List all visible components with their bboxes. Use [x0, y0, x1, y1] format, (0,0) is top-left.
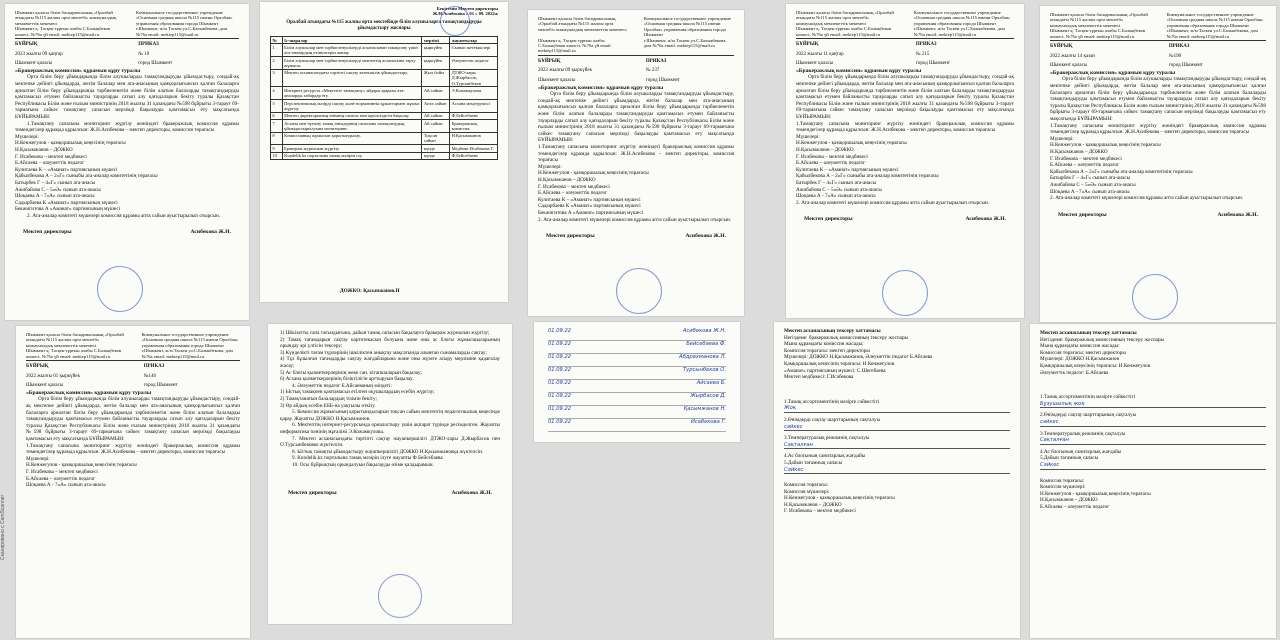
members-label: Мүшелері:: [538, 163, 562, 170]
members-label: Мүшелері:: [26, 455, 50, 462]
order-label-kz: БҰЙРЫҚ: [538, 58, 561, 64]
letterhead: [1050, 12, 1266, 28]
director-signature-block: [23, 229, 231, 236]
city-ru: город Шымкент: [143, 383, 178, 389]
handwritten-answer: сәйкес: [784, 424, 1010, 432]
cell-resp: Медбике Исабекова Г.: [450, 145, 498, 152]
signature-name: Абдрахманова Л.: [679, 354, 726, 360]
order-number: №190: [1168, 53, 1182, 59]
order-label-kz: БҰЙРЫҚ: [1050, 44, 1073, 50]
member-item: Г. Исабекова – мектеп медбикесі: [538, 183, 610, 190]
city-ru: город Шымкент: [138, 61, 173, 67]
continuation-line: 4) Тұз бұзылған тағамдарды сақтау жағдайларына және оны жүзеге асыру мерзіміне қадағалау жасау;: [280, 356, 500, 369]
cell-resp: Әлеуметтік педагог: [450, 56, 498, 69]
letterhead: [796, 10, 1014, 26]
cell-event: Білім алушылар мен тәрбиеленушілерді мектептің асханасына тарту жұмысы.: [282, 56, 422, 69]
document-page-order-190: [1040, 6, 1276, 322]
director-signature-block: [546, 233, 726, 240]
cell-num: 4: [271, 87, 283, 100]
member-item: Садырбаева К «Аманат» партиясының мүшесі: [538, 203, 641, 210]
cell-num: 3: [271, 69, 283, 87]
signature-date: 01.09.22: [548, 393, 572, 399]
cell-time: күнде: [422, 152, 450, 159]
member-item: Қабылбекова А – 2«Г» сыныбы ата-аналар комитетінің төрағасы: [796, 173, 939, 180]
continuation-line: 6) Асхана қызметкерлерінің біліктілігін арттыруын бақылау.: [280, 376, 414, 383]
member-item: Шоқаева А - 7«А» сынып ата-анасы: [1050, 188, 1130, 195]
order-title: «Бракеражлық комиссия» құрамын құру туралы: [538, 84, 664, 91]
handwritten-answer: Сақталған: [1040, 437, 1266, 445]
cell-time: қыркүйек: [422, 56, 450, 69]
director-name: Асибекова Ж.Н.: [1217, 211, 1258, 218]
cell-num: 8: [271, 132, 283, 145]
table-row: [271, 119, 498, 132]
member-item: Бекжигитова А «Аманат» партиясының мүшесі: [15, 206, 121, 213]
member-item: Б.Айсаева – әлеуметтік педагог: [1040, 503, 1110, 510]
order-title: «Бракеражлық комиссия» құрамын құру туралы: [15, 67, 141, 74]
member-item: Б.Айсаева – әлеуметтік педагог: [796, 160, 866, 167]
order-label-ru: ПРИКАЗ: [1168, 44, 1190, 50]
protocol-line: Қамқоршылық кеңесінің төрағасы: Н.Кенжеғулов: [1040, 362, 1151, 369]
signature-name: Исабекова Г.: [690, 419, 726, 425]
col-event: Іс-шаралар: [282, 37, 422, 44]
letterhead-kz: Шымкент қаласы білім басқармасының «Оралбай атындағы №115 жалпы орта мектебі» коммуналдық мемлекеттік мекемесі: [796, 10, 894, 26]
signature-date: 01.09.22: [548, 406, 572, 412]
address-ru: г.Шымкент, ж/м Таскен ул.С.Балыкбекова, дом №76а email: mektep115@mail.ru: [1166, 28, 1258, 39]
member-item: Н.Қасымжанов – ДОЖКО: [1050, 148, 1108, 155]
address-kz: Шымкент қ. Тасқен тұрғын алабы С.Балықбеков көшесі, №76а үй email: mektep115@mail.ru: [15, 26, 111, 37]
member-item: Н.Кенжеғулов - қамқоршылық кеңесінің төрағасы: [796, 140, 907, 147]
document-page-catering-plan: [260, 2, 508, 302]
continuation-line: 7. Мектеп асханасындағы тәртіпті сақтау жауапкершілігі ДТЖО-лары Д.Жырбасов пен О.Турсынбековке жүктелсін.: [280, 435, 500, 449]
order-label-kz: БҰЙРЫҚ: [26, 364, 49, 370]
order-label-ru: ПРИКАЗ: [645, 58, 667, 64]
order-continuation-list: [280, 330, 500, 468]
signature-name: Асибекова Ж.Н.: [682, 328, 726, 334]
member-item: Н.Кенжеғулов - қамқоршылық кеңесінің төрағасы: [538, 170, 649, 177]
city-ru: город Шымкент: [1168, 63, 1203, 69]
director-label: Мектеп директоры: [23, 229, 72, 236]
city-kz: Шымкент қаласы: [538, 78, 576, 84]
order-clause-2: 2. Ата-аналар комитеті мүшелері комиссия құрамы апта сайын ауыстырылып отырсын.: [27, 212, 221, 219]
member-item: Н.Қасымжанов – ДОЖКО: [796, 146, 854, 153]
cell-time: күнде: [422, 145, 450, 152]
member-item: Ажибайова С – 5«Ә» сынып ата-анасы: [15, 186, 101, 193]
signature-name: Бейсебаева Ф.: [686, 341, 726, 347]
letterhead-kz: Шымкент қаласы білім басқармасының «Оралбай атындағы №115 жалпы орта мектебі» коммуналдық мемлекеттік мекемесі: [26, 332, 124, 348]
address-ru: г.Шымкент, ж/м Таскен ул.С.Балыкбекова, дом №76а email: mektep115@mail.ru: [141, 348, 233, 359]
continuation-line: 1) Шікізатты сапа тағыздығына, дайын тамақ сапасын бақылауға бракераж журналын жүргізу;: [280, 330, 490, 336]
order-clause-2: 2. Ата-аналар комитеті мүшелері комиссия құрамы апта сайын ауыстырылып отырсын.: [538, 216, 732, 223]
member-item: Н.Кенжеғулов - қамқоршылық кеңесінің төрағасы: [15, 140, 126, 147]
letterhead: [15, 10, 239, 26]
cell-num: 5: [271, 99, 283, 112]
col-time: мерзімі: [422, 37, 450, 44]
cell-resp: Ф.Бейсебаева: [450, 152, 498, 159]
cell-resp: Сынып жетекшілері: [450, 44, 498, 57]
director-name: Асибекова Ж.Н.: [965, 216, 1006, 223]
city-kz: Шымкент қаласы: [1050, 63, 1088, 69]
plan-footer-signature: ДОЖКО: Қасымжанов.Н: [340, 288, 400, 294]
members-label: Мүшелері:: [1050, 135, 1074, 142]
table-row: [271, 132, 498, 145]
protocol-line: 1.Тамақ ассортиментінің мәзірге сәйкестігі: [1040, 394, 1136, 401]
protocol-line: 3.Температуралық режимнің сақталуы: [784, 435, 870, 442]
signature-date: 01.09.22: [548, 380, 572, 386]
signature-date: 01.09.22: [548, 367, 572, 373]
handwritten-answer: Сақталған: [784, 442, 1010, 450]
plan-table-header: [271, 37, 498, 44]
member-item: Шоқаева А - 7«А» сынып ата-анасы: [796, 193, 876, 200]
cell-num: 6: [271, 112, 283, 119]
member-item: Н.Кенжеғулов - қамқоршылық кеңесінің төрағасы: [1050, 142, 1161, 149]
order-title: «Бракеражлық комиссия» құрамын құру туралы: [26, 389, 152, 396]
document-page-order-146: [16, 326, 250, 638]
member-item: Б.Айсаева – әлеуметтік педагог: [26, 475, 96, 482]
protocol-line: Мүшелері: ДОЖКО Н.Қасымжанов: [1040, 356, 1119, 363]
continuation-line: 8. Ыстық тамақты ұйымдастыру жауапкершілігі ДОЖКО Н.Қасымжановқа жүктелсін.: [292, 448, 484, 455]
signature-name: Жырбасов Д.: [690, 393, 726, 399]
letterhead-ru: Коммунальное государственное учреждение «Основная средняя школа №115 имени Оралбая» управления образования города Шымкент: [1166, 12, 1264, 28]
member-item: Кулитаева К – «Аманат» партиясының мүшесі: [796, 166, 899, 173]
handwritten-answer: Сәйкес: [784, 467, 1010, 475]
protocol-line: Негіздеме: бракеражлық комиссияның тексеру жоспары: [1040, 336, 1165, 343]
protocol-line: Әлеуметтік педагог: Б.Айсаева: [1040, 369, 1109, 376]
signature-name: Қасымжанов Н.: [683, 406, 726, 412]
continuation-line: 5. Комиссия жұмысының қорытындыларын тоқсан сайын мектептің педагогикалық кеңесінде қарау. Жауапты ДОЖКО Н.Қасымжанов.: [280, 409, 500, 422]
member-item: Г. Исабекова – мектеп медбикесі: [784, 508, 856, 515]
letterhead-ru: Коммунальное государственное учреждение «Основная средняя школа №115 имени Оралбая» управления образования города Шымкент: [913, 10, 1011, 26]
order-date: 2023 жылғы 09 қаңтар: [15, 51, 63, 57]
order-clause-1: 1.Тамақтану сапасына мониторинг жүргізу жөніндегі бракеражлық комиссия құрамы төмендегілер құрамда құрылсын: Ж.Н.Асибекова – мектеп директоры, комиссия төрағасы: [26, 442, 240, 456]
member-item: Н.Кенжеғулов - қамқоршылық кеңесінің төрағасы: [1040, 490, 1151, 497]
member-item: Қабылбекова А – 2«Г» сыныбы ата-аналар комитетінің төрағасы: [1050, 168, 1193, 175]
member-item: Г. Исабекова – мектеп медбикесі: [1050, 155, 1122, 162]
signature-row: [548, 380, 726, 393]
order-clause-2: 2. Ата-аналар комитеті мүшелері комиссия құрамы апта сайын ауыстырылып отырсын.: [1050, 195, 1244, 202]
round-stamp: [97, 266, 143, 312]
protocol-line: Мына құрамдағы комиссия жасады:: [784, 341, 864, 348]
director-label: Мектеп директоры: [546, 233, 595, 240]
director-label: Мектеп директоры: [1058, 211, 1107, 218]
continuation-line: 2) Тамақтанатын балалардың тізімін бекіту;: [280, 395, 377, 402]
cell-time: Ай сайын: [422, 112, 450, 119]
address-kz: Шымкент қ. Тасқен тұрғын алабы С.Балықбеков көшесі, №76а үй email: mektep115@mail.ru: [26, 348, 122, 359]
letterhead-kz: Шымкент қаласы білім басқармасының «Оралбай атындағы №115 жалпы орта мектебі» коммуналдық мемлекеттік мекемесі: [538, 16, 627, 32]
member-item: Ажибайова С – 5«Ә» сынып ата-анасы: [1050, 181, 1136, 188]
address-ru: г.Шымкент, ж/м Таскен ул.С.Балыкбекова, дом №76а email: mektep115@mail.ru: [643, 37, 727, 49]
signature-date: 01.09.22: [548, 328, 572, 334]
cell-resp: Асхана меңгерушісі: [450, 99, 498, 112]
handwritten-answer: Жоқ: [784, 405, 1010, 413]
continuation-line: 5) Ас блогы қызметкерлерінің жеке сан. кітапшаларын бақылау;: [280, 369, 422, 376]
member-item: Батырбек Г – 4«Г» сынып ата-анасы: [1050, 175, 1131, 182]
letterhead: [26, 332, 240, 348]
signature-date: 01.09.22: [548, 419, 572, 425]
cell-num: 10: [271, 152, 283, 159]
signature-date: 01.09.22: [548, 354, 572, 360]
city-kz: Шымкент қаласы: [796, 61, 834, 67]
signature-row: [548, 406, 726, 419]
protocol-line: Комиссия төрағасы: мектеп директоры: [1040, 349, 1126, 356]
order-clause-1: 1.Тамақтану сапасына мониторинг жүргізу жөніндегі бракеражлық комиссия құрамы төмендегілер құрамда құрылсын: Ж.Н.Асибекова – мектеп директоры, комиссия төрағасы: [1050, 122, 1266, 136]
address-ru: г.Шымкент, ж/м Таскен ул.С.Балыкбекова, дом №76а email: mektep115@mail.ru: [135, 26, 228, 37]
order-label-kz: БҰЙРЫҚ: [796, 42, 819, 48]
signature-row: [548, 341, 726, 354]
signature-row: [548, 419, 726, 432]
order-date: 2022 жылғы 11 қаңтар: [796, 51, 844, 57]
signature-row: [548, 393, 726, 406]
round-stamp: [378, 574, 422, 618]
table-row: [271, 56, 498, 69]
order-number: № 237: [645, 68, 660, 74]
round-stamp: [440, 6, 470, 36]
table-row: [271, 69, 498, 87]
member-item: Қабылбекова А – 2«Г» сыныбы ата-аналар комитетінің төрағасы: [15, 173, 158, 180]
cell-num: 2: [271, 56, 283, 69]
member-item: Н.Қасымжанов – ДОЖКО: [15, 146, 73, 153]
col-resp: жауаптылар: [450, 37, 498, 44]
member-item: Г. Исабекова – мектеп медбикесі: [796, 153, 868, 160]
member-item: Шоқаева А - 7«А» сынып ата-анасы: [15, 193, 95, 200]
members-label: Мүшелері:: [796, 133, 820, 140]
continuation-line: 4. Әлеуметтік педагог Б.Айсаеваның міндеті:: [292, 382, 392, 389]
signature-date: 01.09.22: [548, 341, 572, 347]
cell-num: 7: [271, 119, 283, 132]
member-item: Н.Қасымжанов – ДОЖКО: [538, 176, 596, 183]
document-page-order-215: [786, 4, 1024, 318]
city-kz: Шымкент қаласы: [15, 61, 53, 67]
cell-resp: Э.Кожамкулова: [450, 87, 498, 100]
chair-signature-label: Комиссия төрағасы:: [1040, 477, 1085, 484]
letterhead-kz: Шымкент қаласы білім басқармасының «Оралбай атындағы №115 жалпы орта мектебі» коммуналдық мемлекеттік мекемесі: [1050, 12, 1148, 28]
member-item: Садырбаева К «Аманат» партиясының мүшесі: [15, 199, 118, 206]
members-label: Мүшелері:: [15, 133, 39, 140]
cell-time: Жыл бойы: [422, 69, 450, 87]
order-preamble: Орта білім беру ұйымдарында білім алушыларды тамақтандыруды ұйымдастыру, сондай-ақ мектепке дейінгі ұйымдарда, жетім балалар мен ата-анасының қамқорлығынсыз қалған балаларға арналған білім беру ұйымдарында тәрбиеленетін және білім алатын балаларды тамақтандыруды қамтамасыз етумен байланысты тауарларды сатып алу қағидаларын бекіту туралы Қазақстан Республикасы Білім және ғылым министрінің 2018 жылғы 31 қазандағы №598 бұйрығы 3-тарауғ 69-тармағына сәйкес тамақтану сапасын мерзімді бақылауды қамтамасыз ету мақсатында БҰЙЫРАМЫН:: [538, 91, 734, 144]
protocol-line: Қамқоршылық кеңесінің төрағасы: Н.Кенжеғулов: [784, 360, 895, 367]
cell-time: Ай сайын: [422, 87, 450, 100]
cell-resp: ДТЖО-лары Д.Жырбасов, О.Турсынбеков: [450, 69, 498, 87]
cell-event: Интернет ресурста «Мектепте тамақтану» айдары арқылы ата-аналарды хабардар ету.: [282, 87, 422, 100]
table-row: [271, 44, 498, 57]
order-preamble: Орта білім беру ұйымдарында білім алушыларды тамақтандыруды ұйымдастыру, сондай-ақ мектепке дейінгі ұйымдарда, жетім балалар мен ата-анасының қамқорлығынсыз қалған балаларға арналған білім беру ұйымдарында тәрбиеленетін және білім алатын балаларды тамақтандыруды қамтамасыз етумен байланысты тауарларды сатып алу қағидаларын бекіту туралы Қазақстан Республикасы Білім және ғылым министрінің 2018 жылғы 31 қазандағы №598 бұйрығы 3-тарауғ 69-тармағына сәйкес тамақтану сапасын мерзімді бақылауды қамтамасыз ету мақсатында БҰЙЫРАМЫН:: [796, 74, 1014, 120]
protocol-title: Мектеп асханасының тексеру хаттамасы: [1040, 330, 1137, 336]
order-preamble: Орта білім беру ұйымдарында білім алушыларды тамақтандыруды ұйымдастыру, сондай-ақ мектепке дейінгі ұйымдарда, жетім балалар мен ата-анасының қамқорлығынсыз қалған балаларға арналған білім беру ұйымдарында тәрбиеленетін және білім алатын балаларды тамақтандыруды қамтамасыз етумен байланысты тауарларды сатып алу қағидаларын бекіту туралы Қазақстан Республикасы Білім және ғылым министрінің 2018 жылғы 31 қазандағы №598 бұйрығы 3-тарауғ 69-тармағына сәйкес тамақтану сапасын мерзімді бақылауды қамтамасыз ету мақсатында БҰЙЫРАМЫН:: [26, 396, 240, 442]
order-clause-2: 2. Ата-аналар комитеті мүшелері комиссия құрамы апта сайын ауыстырылып отырсын.: [796, 199, 990, 206]
members-signature-label: Комиссия мүшелері:: [1040, 484, 1086, 491]
table-row: [271, 99, 498, 112]
member-item: Б.Айсаева – әлеуметтік педагог: [15, 160, 85, 167]
member-item: Батырбек Г – 4«Г» сынып ата-анасы: [15, 179, 96, 186]
cell-event: Kundelik.kz порталына тамақ мәзірін ілу.: [282, 152, 422, 159]
member-item: Н.Қасымжанов – ДОЖКО: [1040, 497, 1098, 504]
letterhead-ru: Коммунальное государственное учреждение «Основная средняя школа №115 имени Оралбая» управления образования города Шымкент: [643, 16, 731, 38]
round-stamp: [1132, 274, 1178, 320]
city-kz: Шымкент қаласы: [26, 383, 64, 389]
cell-num: 9: [271, 145, 283, 152]
order-clause-1: 1.Тамақтану сапасына мониторинг жүргізу жөніндегі бракеражлық комиссия құрамы төмендегілер құрамда құрылсын: Ж.Н.Асибекова – мектеп директоры, комиссия төрағасы: [796, 120, 1014, 134]
member-item: Батырбек Г – 4«Г» сынып ата-анасы: [796, 179, 877, 186]
letterhead-ru: Коммунальное государственное учреждение «Основная средняя школа №115 имени Оралбая» управления образования города Шымкент: [135, 10, 233, 26]
signature-name: Айсаева Б.: [696, 380, 726, 386]
member-item: Шоқаева А - 7«А» сынып ата-анасы: [26, 482, 106, 489]
address-kz: Шымкент қ. Тасқен тұрғын алабы С.Балықбеков көшесі, №76а үй email: mektep115@mail.ru: [796, 26, 892, 37]
protocol-line: 5.Дайын тағамның сапасы: [784, 459, 843, 466]
cell-event: Мектеп асханасындағы тәртіпті сақтау кезекшілік ұйымдастыру.: [282, 69, 422, 87]
order-label-ru: ПРИКАЗ: [143, 364, 165, 370]
order-date: 2022 жылғы 09 қыркүйек: [538, 68, 593, 74]
handwritten-answer: Сәйкес: [1040, 462, 1266, 470]
director-label: Мектеп директоры: [288, 490, 337, 497]
order-number: № 10: [138, 51, 150, 57]
continuation-line: 2) Тамақ тағамдарын сақтау картотекасын болуына және оны ас блогы жұмысшыларының орындау әрі үлгісін тексеру;: [280, 336, 500, 350]
order-date: 2022 жылғы 14 қазан: [1050, 53, 1095, 59]
protocol-line: 4.Ас блогының санитарлық жағдайы: [1040, 448, 1122, 455]
order-title: «Бракеражлық комиссия» құрамын құру туралы: [796, 67, 922, 74]
table-row: [271, 145, 498, 152]
protocol-line: «Аманат» партиясының мүшесі: С.Шегебаева: [784, 367, 886, 374]
signature-row: [548, 367, 726, 380]
member-item: Г. Исабекова – мектеп медбикесі: [26, 468, 98, 475]
protocol-line: 5.Дайын тағамның сапасы: [1040, 455, 1099, 462]
document-page-inspection-protocol-2: [1030, 324, 1276, 638]
continuation-line: 1) Ыстық тамақпен қамтамасыз етілген оқушылардың есебін жүргізу;: [280, 389, 435, 396]
member-item: Н.Кенжеғулов - қамқоршылық кеңесінің төрағасы: [26, 462, 137, 469]
letterhead: [538, 16, 734, 38]
cell-time: Ай сайын: [422, 119, 450, 132]
member-item: Бекжигитова А «Аманат» партиясының мүшесі: [538, 209, 644, 216]
director-name: Асибекова Ж.Н.: [190, 229, 231, 236]
protocol-line: Комиссия төрағасы: мектеп директоры: [784, 347, 870, 354]
protocol-line: 4.Ас блогының санитарлық жағдайы: [784, 453, 866, 460]
cell-time: қыркүйек: [422, 44, 450, 57]
member-item: Г. Исабекова – мектеп медбикесі: [15, 153, 87, 160]
city-ru: город Шымкент: [915, 61, 950, 67]
signature-row: [548, 354, 726, 367]
order-label-ru: ПРИКАЗ: [138, 42, 159, 48]
document-page-order-continuation: [268, 324, 512, 624]
order-label-ru: ПРИКАЗ: [915, 42, 937, 48]
cell-event: Асхана мен тұтыну тамақ өнімдерінің сапасына тамақтанудың ұйымдастырылуына мониторинг.: [282, 119, 422, 132]
order-number: № 215: [915, 51, 930, 57]
document-page-order-237: [528, 10, 744, 316]
order-label-kz: БҰЙРЫҚ: [15, 42, 38, 48]
plan-table: [270, 36, 498, 160]
document-page-inspection-protocol-1: [774, 322, 1020, 638]
signature-row: [548, 328, 726, 341]
order-number: №146: [143, 373, 156, 379]
member-item: Кулитаева К – «Аманат» партиясының мүшесі: [538, 196, 641, 203]
continuation-line: 10. Осы бұйрықтың орындалуын бақылауды өзіме қалдырамын.: [292, 461, 434, 468]
order-preamble: Орта білім беру ұйымдарында білім алушыларды тамақтандыруды ұйымдастыру, сондай-ақ мектепке дейінгі ұйымдарда, жетім балалар мен ата-анасының қамқорлығынсыз қалған балаларға арналған білім беру ұйымдарында тәрбиеленетін және білім алатын балаларды тамақтандыруды қамтамасыз етумен байланысты тауарларды сатып алу қағидаларын бекіту туралы Қазақстан Республикасы Білім және ғылым министрінің 2018 жылғы 31 қазандағы №598 бұйрығы 3-тарауғ 69-тармағына сәйкес тамақтану сапасын мерзімді бақылауды қамтамасыз ету мақсатында БҰЙЫРАМЫН:: [15, 74, 239, 120]
order-preamble: Орта білім беру ұйымдарында білім алушыларды тамақтандыруды ұйымдастыру, сондай-ақ мектепке дейінгі ұйымдарда, жетім балалар мен ата-анасының қамқорлығынсыз қалған балаларға арналған білім беру ұйымдарында тәрбиеленетін және білім алатын балаларды тамақтандыруды қамтамасыз етумен байланысты тауарларды сатып алу қағидаларын бекіту туралы Қазақстан Республикасы Білім және ғылым министрінің 2018 жылғы 31 қазандағы №598 бұйрығы 3-тарауғ 69-тармағына сәйкес тамақтану сапасын мерзімді бақылауды қамтамасыз ету мақсатында БҰЙЫРАМЫН:: [1050, 76, 1266, 122]
order-clause-1: 1.Тамақтану сапасына мониторинг жүргізу жөніндегі бракеражлық комиссия құрамы төмендегілер құрамда құрылсын: Ж.Н.Асибекова – мектеп директоры, комиссия төрағасы: [538, 143, 734, 164]
scanner-watermark: Сканировано с CamScanner: [0, 494, 6, 560]
member-item: Б.Айсаева – әлеуметтік педагог: [1050, 162, 1120, 169]
handwritten-answer: Бұзушылық жоқ: [1040, 401, 1266, 409]
cell-event: Бракераж журналын жүргізу.: [282, 145, 422, 152]
protocol-line: 2.Өнімдерді сақтау шарттарының сақталуы: [1040, 412, 1137, 419]
chair-signature-label: Комиссия төрағасы:: [784, 482, 829, 489]
continuation-line: 6. Мектептің интернет-ресурсында орналастыру үшін ақпарат түрінде ресімделген. Жауапты информатика пәнінің мұғалімі Э.Кожамкулова.: [280, 422, 500, 435]
cell-event: Мектеп директорының өнімнің сапасы мен қауіпсіздігін бақылау.: [282, 112, 422, 119]
signature-list: [548, 328, 726, 432]
cell-resp: Н.Қасымжанов: [450, 132, 498, 145]
cell-resp: Бракеражлық комиссия: [450, 119, 498, 132]
cell-time: Апта сайын: [422, 99, 450, 112]
order-title: «Бракеражлық комиссия» құрамын құру туралы: [1050, 69, 1176, 76]
protocol-line: 2.Өнімдерді сақтау шарттарының сақталуы: [784, 416, 881, 423]
table-row: [271, 87, 498, 100]
address-kz: Шымкент қ. Тасқен тұрғын алабы С.Балықбеков көшесі, №76а үй email: mektep115@mail.ru: [1050, 28, 1146, 39]
continuation-line: 3) Күнделікті тағам түрлерінің ішкіліктен анықтау мақсатында алынған сынамаларды сақтау;: [280, 349, 487, 356]
cell-resp: Ф.Бейсебаева: [450, 112, 498, 119]
member-item: Кулитаева К – «Аманат» партиясының мүшесі: [15, 166, 118, 173]
table-row: [271, 152, 498, 159]
round-stamp: [616, 268, 662, 314]
member-item: Ажибайова С – 5«Ә» сынып ата-анасы: [796, 186, 882, 193]
table-row: [271, 112, 498, 119]
director-name: Асибекова Ж.Н.: [685, 233, 726, 240]
cell-event: Білім алушылар мен тәрбиеленушілерді асханасынан тамақтану үшін ата-аналардың өтініштерін жинау.: [282, 44, 422, 57]
member-item: Б.Айсаева – әлеуметтік педагог: [538, 190, 608, 197]
continuation-line: 3) Өр айдың есебін ЕББ-на уақтылы өткізу.: [280, 402, 376, 409]
letterhead-kz: Шымкент қаласы білім басқармасының «Оралбай атындағы №115 жалпы орта мектебі» коммуналдық мемлекеттік мекемесі: [15, 10, 117, 26]
director-signature-block: [804, 216, 1006, 223]
cell-event: Комиссияның жұмысын қорытындылау.: [282, 132, 422, 145]
document-page-order-2023: [5, 4, 249, 320]
protocol-line: Мектеп медбикесі: Г.Исабекова: [784, 374, 854, 381]
protocol-line: 3.Температуралық режимнің сақталуы: [1040, 430, 1126, 437]
protocol-line: Мүшелері: ДОЖКО Н.Қасымжанов, Әлеуметтік педагог Б.Айсаева: [784, 354, 933, 361]
cell-num: 1: [271, 44, 283, 57]
director-label: Мектеп директоры: [804, 216, 853, 223]
plan-title: Оралбай атындағы №115 жалпы орта мектебінде білім алушыларға тамақтандыруды ұйымдастыру жоспары: [286, 19, 482, 32]
round-stamp: [882, 270, 928, 316]
cell-event: Перспективалық мәзірді сақтау және нормативтік құжаттармен жұмыс жүргізу.: [282, 99, 422, 112]
col-num: №: [271, 37, 283, 44]
members-list: [15, 140, 239, 213]
director-signature-block: [1058, 212, 1258, 219]
member-item: Н.Қасымжанов – ДОЖКО: [784, 501, 842, 508]
director-signature-block: [288, 490, 492, 497]
order-date: 2022 жылғы 01 қыркүйек: [26, 373, 81, 379]
protocol-title: Мектеп асханасының тексеру хаттамасы: [784, 328, 881, 334]
cell-time: Тоқсан сайын: [422, 132, 450, 145]
director-name: Асибекова Ж.Н.: [451, 490, 492, 497]
continuation-line: 9. Kundelik.kz порталына тамақ мәзірін ілуге жауапты Ф.Бейсебаева: [292, 455, 443, 462]
address-ru: г.Шымкент, ж/м Таскен ул.С.Балыкбекова, дом №76а email: mektep115@mail.ru: [913, 26, 1005, 37]
letterhead-ru: Коммунальное государственное учреждение «Основная средняя школа №115 имени Оралбая» управления образования города Шымкент: [141, 332, 239, 348]
protocol-line: Мына құрамдағы комиссия жасады:: [1040, 343, 1120, 350]
signature-name: Турсынбеков О.: [682, 367, 726, 373]
protocol-line: Негіздеме: бракеражлық комиссияның тексеру жоспары: [784, 334, 909, 341]
city-ru: город Шымкент: [645, 78, 680, 84]
member-item: Н.Кенжеғулов - қамқоршылық кеңесінің төрағасы: [784, 495, 895, 502]
order-clause-1: 1.Тамақтану сапасына мониторинг жүргізу жөніндегі бракеражлық комиссия құрамы төмендегілер құрамда құрылсын: Ж.Н.Асибекова – мектеп директоры, комиссия төрағасы: [15, 120, 239, 134]
protocol-line: 1.Тамақ ассортиментінің мәзірге сәйкестігі: [784, 398, 880, 405]
members-signature-label: Комиссия мүшелері:: [784, 488, 830, 495]
approval-stamp-text: Бекітемін Мектеп директоры Ж.Н.Асибекова « 01 » 09. 2022ж: [432, 6, 498, 17]
handwritten-answer: сәйкес: [1040, 419, 1266, 427]
document-page-signature-sheet: [534, 322, 740, 442]
address-kz: Шымкент қ. Тасқен тұрғын алабы С.Балықбеков көшесі, №76а үй email: mektep115@mail.ru: [538, 37, 612, 54]
